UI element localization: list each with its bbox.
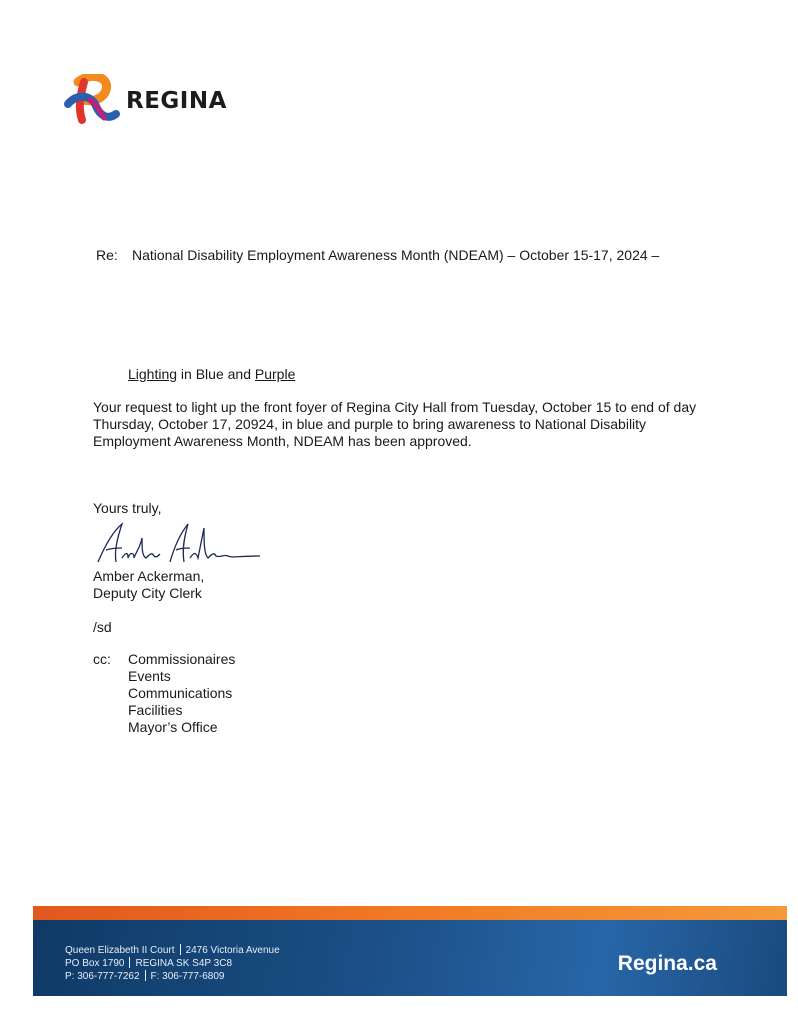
signature-block xyxy=(93,568,204,602)
letter-body: Your request to light up the front foyer of Regina City Hall from Tuesday, October 15 to end of day Thursday, October 17, 20924, in blue and purple to bring awareness to National Disability Employment Awareness Month, NDEAM has been approved. xyxy=(93,399,697,449)
signatory-title: Deputy City Clerk xyxy=(93,585,202,601)
footer-blue-band xyxy=(33,920,787,996)
subject-word-lighting: Lighting xyxy=(128,366,178,382)
regina-logo xyxy=(64,74,244,126)
subject-word-purple: Purple xyxy=(254,366,296,382)
fax-number: F: 306-777-6809 xyxy=(150,971,225,982)
handwritten-signature xyxy=(92,518,262,570)
divider xyxy=(180,944,181,955)
regina-logo-icon xyxy=(64,74,120,126)
signatory-name: Amber Ackerman, xyxy=(93,568,205,584)
cc-recipient: Events xyxy=(128,668,171,684)
cc-recipient: Mayor’s Office xyxy=(128,719,218,735)
cc-list xyxy=(128,651,235,736)
phone-number: P: 306-777-7262 xyxy=(65,971,140,982)
re-label: Re: xyxy=(96,247,118,263)
subject-middle: in Blue and xyxy=(177,366,255,382)
cc-recipient: Facilities xyxy=(128,702,183,718)
letterhead-footer xyxy=(33,906,787,996)
cc-label: cc: xyxy=(93,651,111,667)
re-line xyxy=(96,247,659,263)
cc-recipient: Communications xyxy=(128,685,233,701)
subject-heading xyxy=(128,366,295,382)
cc-recipient: Commissionaires xyxy=(128,651,236,667)
address-city: REGINA SK S4P 3C8 xyxy=(135,958,233,969)
divider xyxy=(129,957,130,968)
address-court: Queen Elizabeth II Court xyxy=(65,945,175,956)
footer-address xyxy=(65,944,280,983)
address-po-box: PO Box 1790 xyxy=(65,958,125,969)
closing: Yours truly, xyxy=(93,500,162,516)
footer-orange-stripe xyxy=(33,906,787,920)
address-street: 2476 Victoria Avenue xyxy=(185,945,280,956)
logo-wordmark: REGINA xyxy=(126,88,227,114)
footer-website: Regina.ca xyxy=(617,952,717,975)
divider xyxy=(145,970,146,981)
re-subject-text: National Disability Employment Awareness Month (NDEAM) – October 15-17, 2024 – xyxy=(132,247,660,263)
typist-initials: /sd xyxy=(93,619,112,635)
